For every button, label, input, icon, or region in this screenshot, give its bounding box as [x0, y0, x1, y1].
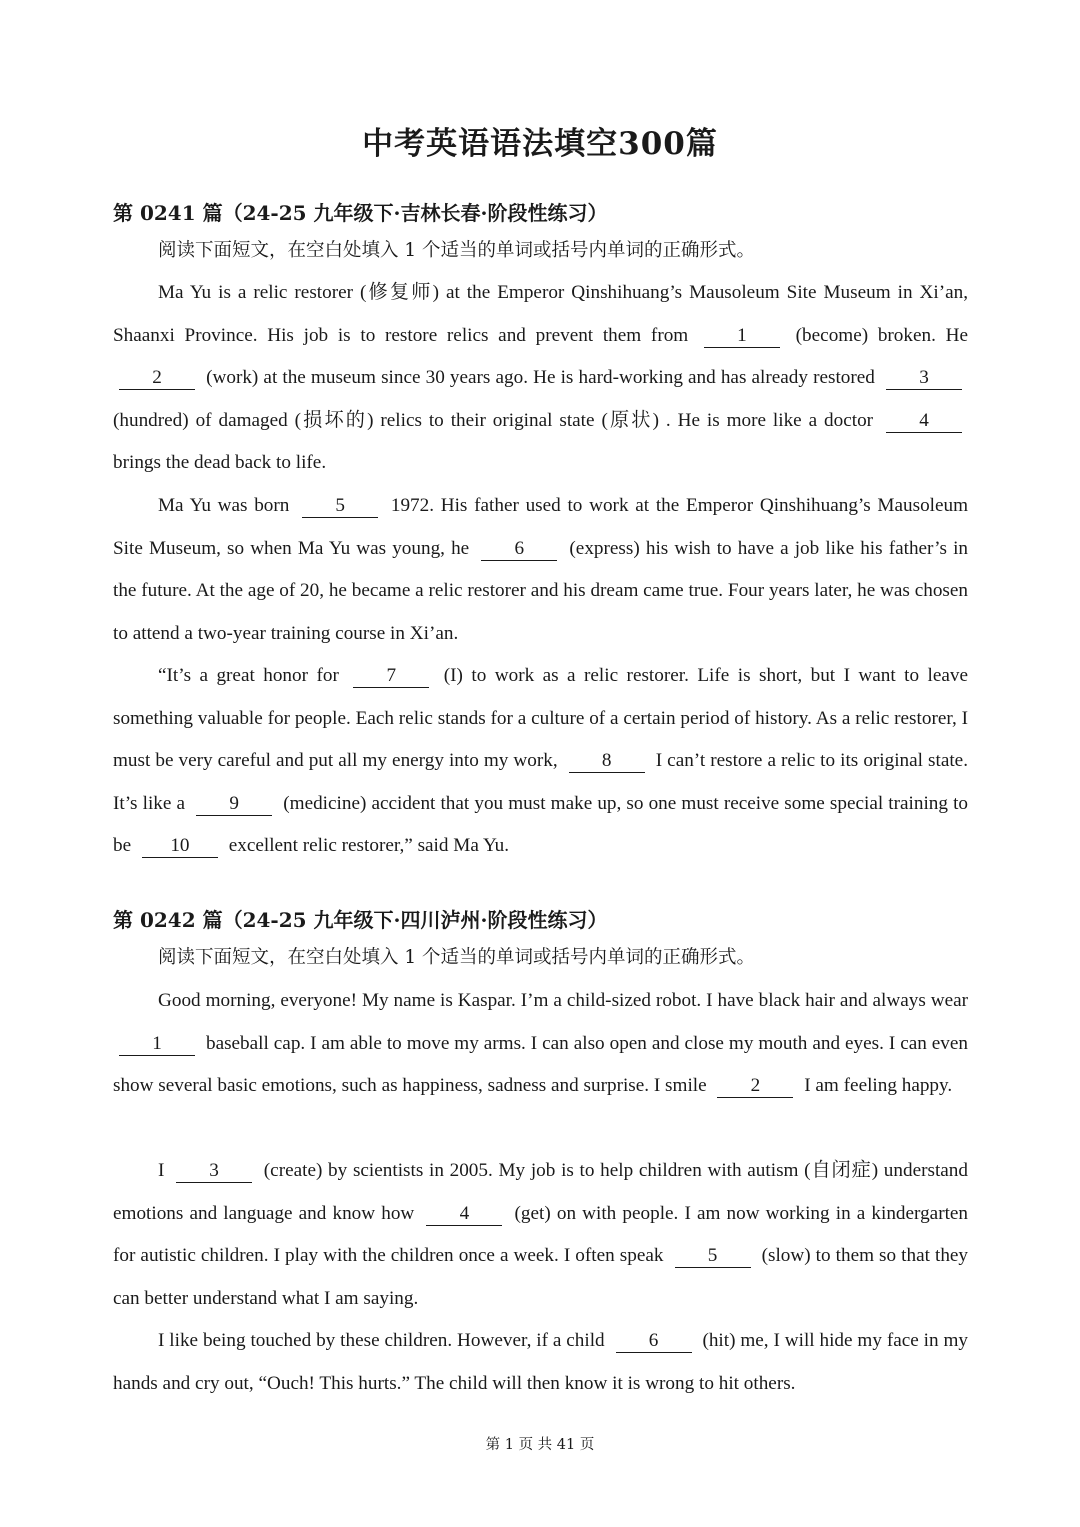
blank-3[interactable]: 3 [176, 1160, 252, 1183]
blank-6[interactable]: 6 [481, 538, 557, 561]
blank-3[interactable]: 3 [886, 367, 962, 390]
passage-0242-heading: 第 0242 篇（24-25 九年级下·四川泸州·阶段性练习） [113, 908, 608, 932]
text: (slow) to them so that they can better understand what I am saying. [113, 1245, 969, 1309]
passage-0242-paragraph-1 [113, 980, 968, 1108]
blank-8[interactable]: 8 [569, 750, 645, 773]
text: I like being touched by these children. However, if a child [158, 1330, 605, 1351]
text: I am feeling happy. [804, 1075, 953, 1096]
blank-1[interactable]: 1 [704, 325, 780, 348]
passage-0242-paragraph-3 [113, 1320, 968, 1405]
blank-1[interactable]: 1 [119, 1033, 195, 1056]
page-number: 第 1 页 共 41 页 [485, 1437, 595, 1453]
passage-0241-paragraph-2 [113, 485, 968, 655]
text: I can’t restore a relic to its original state. It’s like a [113, 750, 968, 814]
text: baseball cap. I am able to move my arms. I can also open and close my mouth and eyes. I can even show several basic emotions, such as happiness, sadness and surprise. I smile [113, 1032, 969, 1096]
blank-7[interactable]: 7 [353, 665, 429, 688]
passage-0241-paragraph-1 [113, 272, 968, 485]
blank-2[interactable]: 2 [717, 1075, 793, 1098]
text: (become) broken. He [795, 324, 968, 346]
text: I [158, 1160, 165, 1181]
text: (hundred) of damaged (损坏的) relics to their original state (原状) . He is more like a doctor [113, 409, 874, 431]
text: (hit) me, I will hide my face in my hands and cry out, “Ouch! This hurts.” The child will then know it is wrong to hit others. [113, 1330, 968, 1394]
blank-10[interactable]: 10 [142, 835, 218, 858]
blank-4[interactable]: 4 [426, 1203, 502, 1226]
blank-9[interactable]: 9 [196, 793, 272, 816]
text: “It’s a great honor for [158, 665, 339, 686]
document-title: 中考英语语法填空300篇 [362, 126, 718, 162]
passage-0242-instruction: 阅读下面短文，在空白处填入 1 个适当的单词或括号内单词的正确形式。 [158, 947, 756, 968]
text: 1972. His father used to work at the Emperor Qinshihuang’s Mausoleum Site Museum, so when Ma Yu was young, he [113, 495, 969, 559]
passage-0242-paragraph-2 [113, 1150, 968, 1320]
text: (get) on with people. I am now working in a kindergarten for autistic children. I play with the children once a week. I often speak [113, 1202, 969, 1266]
text: Ma Yu was born [158, 495, 290, 516]
text: (express) his wish to have a job like his father’s in the future. At the age of 20, he became a relic restorer and his dream came true. Four years later, he was chosen to attend a two-year training course in Xi’an. [113, 537, 968, 644]
blank-5[interactable]: 5 [302, 495, 378, 518]
text: excellent relic restorer,” said Ma Yu. [228, 835, 510, 856]
passage-0241-paragraph-3 [113, 655, 968, 868]
passage-0241-heading: 第 0241 篇（24-25 九年级下·吉林长春·阶段性练习） [113, 201, 608, 225]
blank-5[interactable]: 5 [675, 1245, 751, 1268]
text: Good morning, everyone! My name is Kaspar. I’m a child-sized robot. I have black hair and always wear [158, 990, 968, 1011]
text: Ma Yu is a relic restorer (修复师) at the Emperor Qinshihuang’s Mausoleum Site Museum in Xi’an, Shaanxi Province. His job is to restore relics and prevent them from [113, 282, 968, 346]
blank-2[interactable]: 2 [119, 367, 195, 390]
text: (work) at the museum since 30 years ago. He is hard-working and has already restored [206, 367, 875, 388]
blank-6[interactable]: 6 [616, 1330, 692, 1353]
blank-4[interactable]: 4 [886, 410, 962, 433]
text: brings the dead back to life. [113, 452, 327, 473]
text: (medicine) accident that you must make up, so one must receive some special training to be [113, 792, 969, 856]
text: (I) to work as a relic restorer. Life is short, but I want to leave something valuable for people. Each relic stands for a culture of a certain period of history. As a relic restorer, I must be very careful and put all my energy into my work, [113, 665, 969, 771]
text: (create) by scientists in 2005. My job is to help children with autism (自闭症) understand emotions and language and know how [113, 1160, 968, 1224]
passage-0241-instruction: 阅读下面短文，在空白处填入 1 个适当的单词或括号内单词的正确形式。 [158, 240, 756, 261]
